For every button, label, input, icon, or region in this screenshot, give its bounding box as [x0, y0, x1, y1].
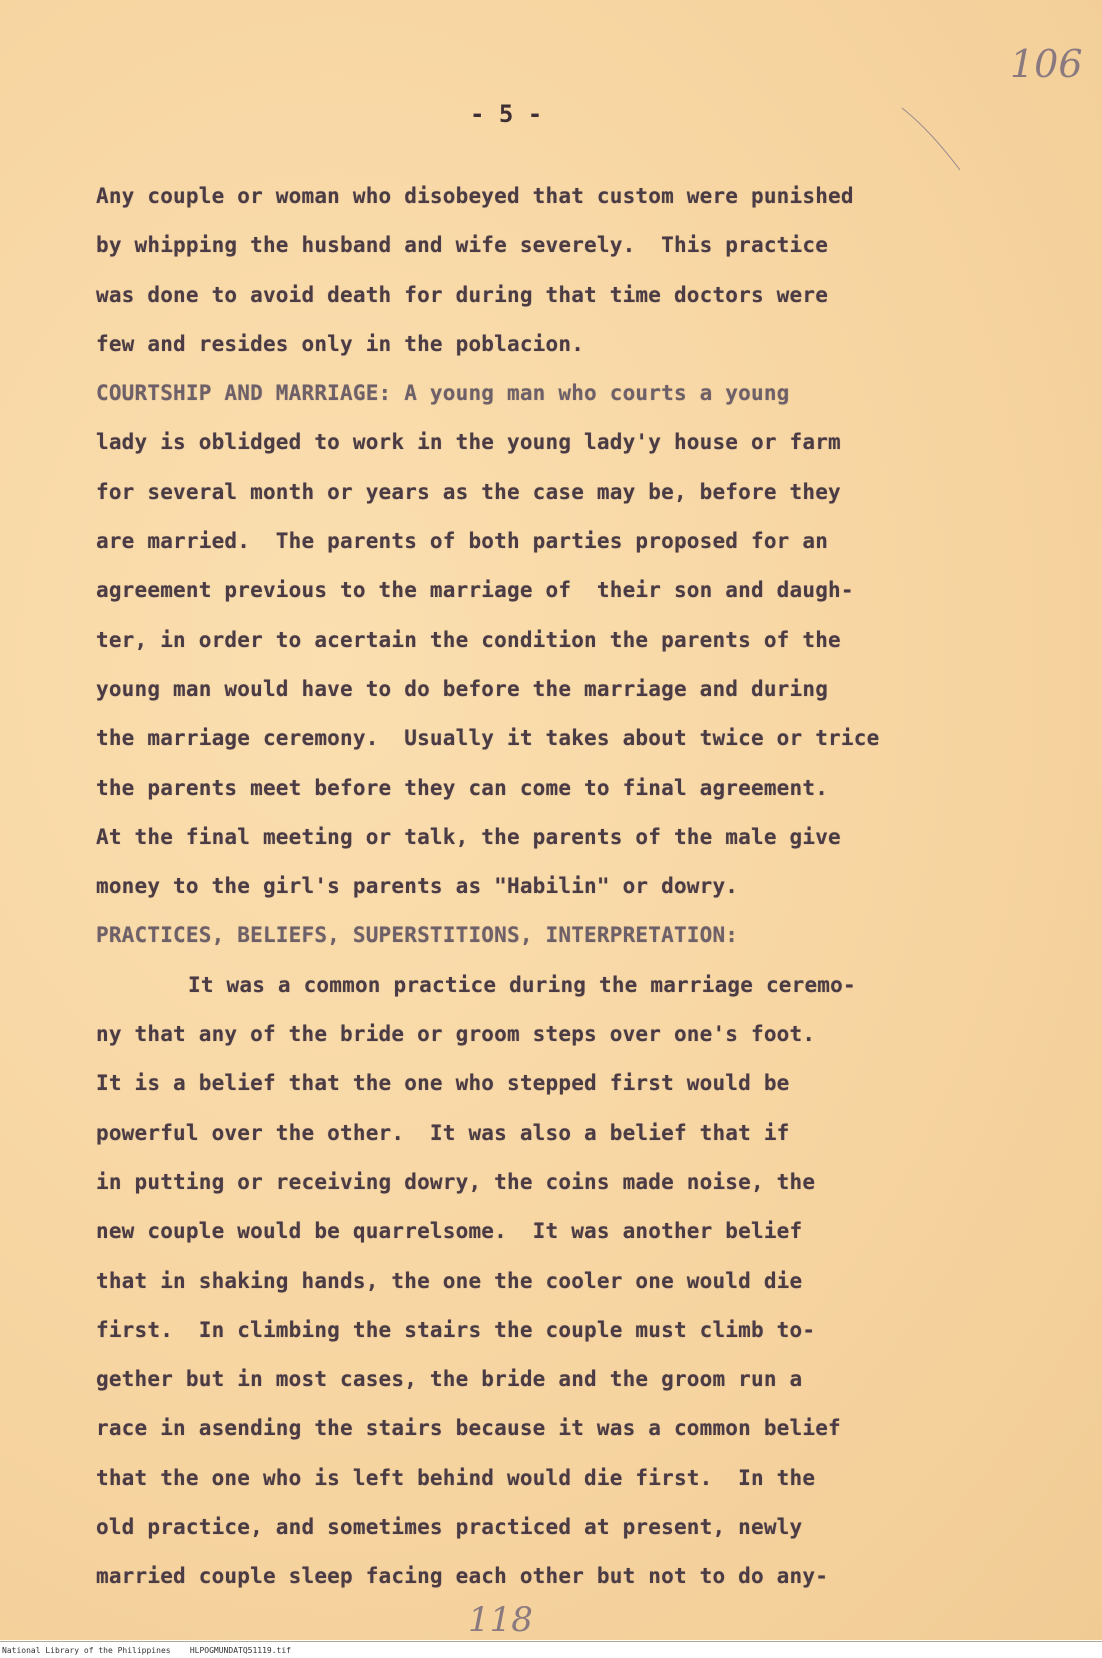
text-line: It is a belief that the one who stepped first would be: [96, 1071, 790, 1096]
text-line: married couple sleep facing each other but not to do any-: [96, 1564, 829, 1589]
typed-body-text: [96, 172, 1036, 1602]
text-line: powerful over the other. It was also a belief that if: [96, 1120, 790, 1145]
text-line: few and resides only in the poblacion.: [96, 331, 585, 356]
text-line: ny that any of the bride or groom steps over one's foot.: [96, 1022, 816, 1047]
handwritten-folio-number: 118: [468, 1600, 533, 1640]
text-line: lady is oblidged to work in the young lady'y house or farm: [96, 430, 841, 455]
section-heading-courtship: COURTSHIP AND MARRIAGE: A young man who courts a young: [96, 381, 790, 406]
footer-divider: [0, 1641, 1102, 1642]
handwritten-page-number: 106: [1010, 42, 1083, 86]
pencil-stroke-mark: [900, 100, 980, 180]
text-line: new couple would be quarrelsome. It was another belief: [96, 1219, 803, 1244]
text-line: first. In climbing the stairs the couple must climb to-: [96, 1317, 816, 1342]
text-line: that the one who is left behind would die first. In the: [96, 1465, 816, 1490]
text-line: race in asending the stairs because it was a common belief: [96, 1416, 841, 1441]
text-line: Any couple or woman who disobeyed that custom were punished: [96, 184, 854, 208]
section-heading-practices: PRACTICES, BELIEFS, SUPERSTITIONS, INTERPRETATION:: [96, 923, 739, 948]
text-line: was done to avoid death for during that time doctors were: [96, 282, 829, 307]
typed-page-header: - 5 -: [470, 100, 543, 128]
text-line: the parents meet before they can come to final agreement.: [96, 775, 829, 800]
text-line: that in shaking hands, the one the cooler one would die: [96, 1268, 803, 1293]
text-line: It was a common practice during the marriage ceremo-: [188, 972, 856, 997]
text-line: for several month or years as the case may be, before they: [96, 479, 841, 504]
text-line: agreement previous to the marriage of their son and daugh-: [96, 578, 854, 603]
text-line: young man would have to do before the marriage and during: [96, 676, 829, 701]
text-line: money to the girl's parents as "Habilin" or dowry.: [96, 874, 739, 899]
text-line: ter, in order to acertain the condition the parents of the: [96, 627, 841, 652]
text-line: At the final meeting or talk, the parents of the male give: [96, 824, 841, 849]
text-line: old practice, and sometimes practiced at present, newly: [96, 1515, 803, 1540]
text-line: by whipping the husband and wife severely. This practice: [96, 233, 829, 258]
text-line: gether but in most cases, the bride and the groom run a: [96, 1367, 803, 1392]
text-line: are married. The parents of both parties proposed for an: [96, 529, 829, 554]
text-line: the marriage ceremony. Usually it takes about twice or trice: [96, 726, 880, 751]
text-line: in putting or receiving dowry, the coins made noise, the: [96, 1169, 816, 1194]
scan-footer: National Library of the Philippines HLPOGMUNDATQ51119.tif: [2, 1646, 291, 1655]
